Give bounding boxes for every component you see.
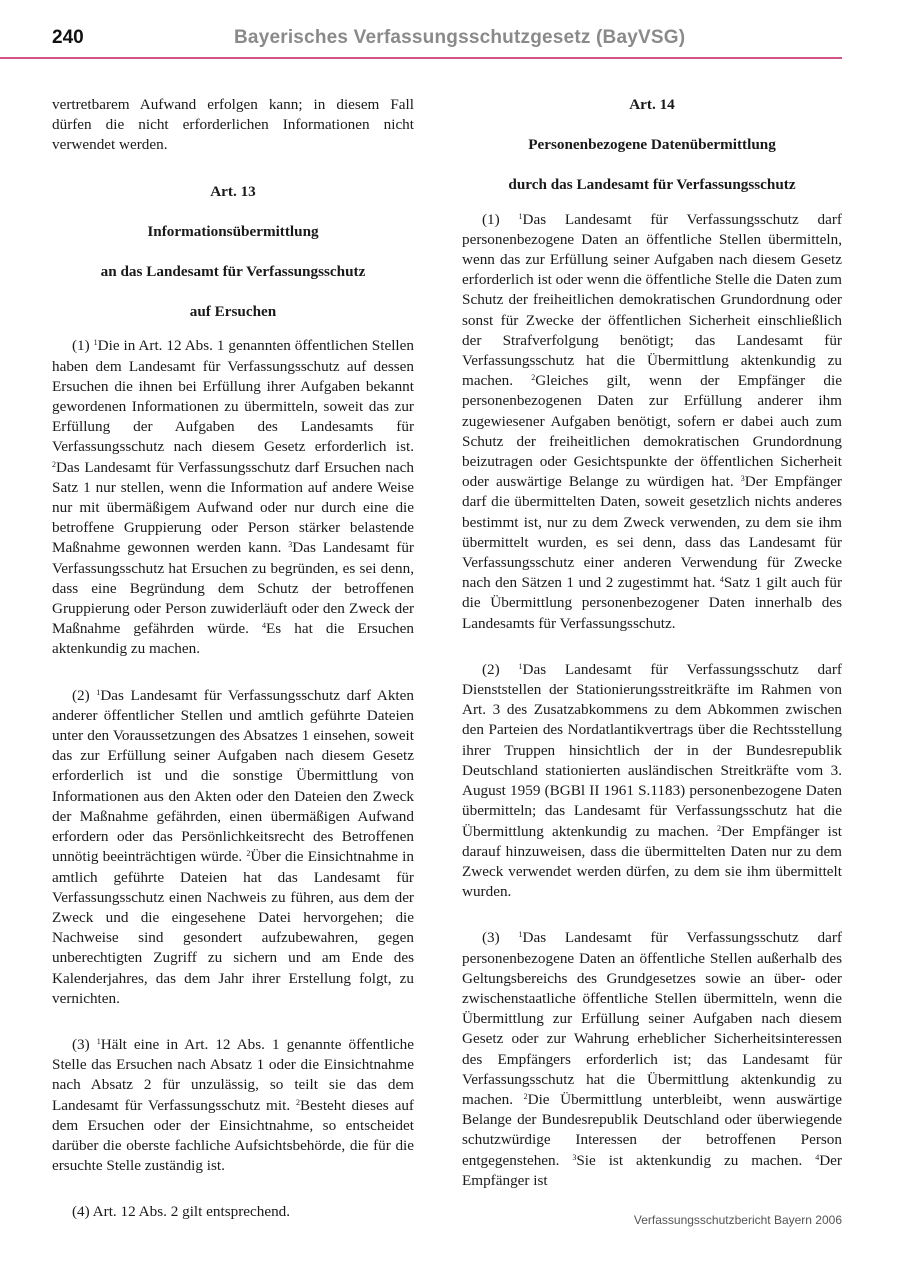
art13-number: Art. 13	[210, 182, 256, 200]
left-column	[52, 95, 414, 1223]
intro-paragraph: vertretbarem Aufwand erfolgen kann; in diesem Fall dürfen die nicht erforderlichen Informationen nicht verwendet werden.	[52, 96, 414, 154]
art14-paragraph-3: (3) $^1$Das Landesamt für Verfassungsschutz darf personenbezogene Daten an öffentliche Stellen außerhalb des Geltungsbereichs des Grundgesetzes sowie an über- oder zwischenstaatliche öffentliche Stellen übermitteln, wenn die Übermittlung zur Erfüllung seiner Aufgaben nach diesem Gesetz oder zur Wahrung erheblicher Sicherheitsinteressen des Empfängers erforderlich ist; das Landesamt für Verfassungsschutz hat die Übermittlung aktenkundig zu machen. $^2$Die Übermittlung unterbleibt, wenn auswärtige Belange der Bundesrepublik Deutschland oder überwiegende schutzwürdige Interessen der betroffenen Person entgegenstehen. $^3$Sie ist aktenkundig zu machen. $^4$Der Empfänger ist	[462, 929, 842, 1189]
art13-title-line3: auf Ersuchen	[189, 303, 277, 321]
right-column	[462, 95, 842, 1191]
art14-paragraph-2: (2) $^1$Das Landesamt für Verfassungsschutz darf Dienststellen der Stationierungsstreitkräfte im Rahmen von Art. 3 des Zusatzabkommens zu dem Abkommen zwischen den Parteien des Nordatlantikvertrags über die Rechtsstellung ihrer Truppen hinsichtlich der in der Bundesrepublik Deutschland stationierten ausländischen Streitkräfte vom 3. August 1959 (BGBl II 1961 S.1183) personenbezogene Daten übermitteln; das Landesamt für Verfassungsschutz hat die Übermittlung aktenkundig zu machen. $^2$Der Empfänger ist darauf hinzuweisen, dass die übermittelten Daten nur zu dem Zweck verwendet werden dürfen, zu dem sie ihm übermittelt wurden.	[462, 660, 842, 901]
art13-title-line2: an das Landesamt für Verfassungsschutz	[100, 263, 366, 281]
page-footer: Verfassungsschutzbericht Bayern 2006	[633, 1213, 842, 1227]
art14-title-line2: durch das Landesamt für Verfassungsschutz	[508, 176, 796, 194]
art14-heading	[462, 95, 842, 196]
art13-heading	[52, 182, 414, 323]
art13-paragraph-3: (3) $^1$Hält eine in Art. 12 Abs. 1 genannte öffentliche Stelle das Ersuchen nach Absatz 1 oder die Einsichtnahme nach Absatz 2 für unzulässig, so teilt sie das dem Landesamt für Verfassungsschutz mit. $^2$Besteht dieses auf dem Ersuchen oder der Einsichtnahme, so entscheidet darüber die oberste fachliche Aufsichtsbehörde, die für die ersuchte Stelle zuständig ist.	[52, 1035, 414, 1175]
art14-paragraph-1: (1) $^1$Das Landesamt für Verfassungsschutz darf personenbezogene Daten an öffentliche Stellen übermitteln, wenn das zur Erfüllung seiner Aufgaben nach diesem Gesetz erforderlich ist oder wenn die öffentliche Stelle die Daten zum Schutz der freiheitlichen demokratischen Grundordnung oder sonst für Zwecke der öffentlichen Sicherheit einschließlich der Strafverfolgung benötigt; das Landesamt für Verfassungsschutz hat die Übermittlung aktenkundig zu machen. $^2$Gleiches gilt, wenn der Empfänger die personenbezogenen Daten zur Erfüllung anderer ihm zugewiesener Aufgaben benötigt, sofern er dabei auch zum Schutz der freiheitlichen demokratischen Grundordnung beizutragen oder Gesichtspunkte der öffentlichen Sicherheit oder auswärtige Belange zu würdigen hat. $^3$Der Empfänger darf die übermittelten Daten, soweit gesetzlich nichts anderes bestimmt ist, nur zu dem Zweck verwenden, zu dem sie ihm übermittelt wurden, es sei denn, dass das Landesamt für Verfassungsschutz einer anderen Verwendung für Zwecke nach den Sätzen 1 und 2 zugestimmt hat. $^4$Satz 1 gilt auch für die Übermittlung personenbezogener Daten innerhalb des Landesamts für Verfassungsschutz.	[462, 210, 843, 632]
art13-title-line1: Informationsübermittlung	[147, 222, 319, 240]
art13-paragraph-2: (2) $^1$Das Landesamt für Verfassungsschutz darf Akten anderer öffentlicher Stellen und amtlich geführte Dateien unter den Voraussetzungen des Absatzes 1 einsehen, soweit das zur Erfüllung seiner Aufgaben nach diesem Gesetz erforderlich ist und die sonstige Übermittlung von Informationen aus den Akten oder den Dateien den Zweck der Maßnahme gefährden, einen übermäßigen Aufwand erfordern oder das Persönlichkeitsrecht des Betroffenen unnötig beeinträchtigen würde. $^2$Über die Einsichtnahme in amtlich geführte Dateien hat das Landesamt für Verfassungsschutz einen Nachweis zu führen, aus dem der Zweck und die eingesehene Datei hervorgehen; die Nachweise sind gesondert aufzubewahren, gegen unberechtigten Zugriff zu sichern und am Ende des Kalenderjahres, das dem Jahr ihrer Erstellung folgt, zu vernichten.	[52, 686, 414, 1007]
page-header	[0, 0, 842, 59]
art14-number: Art. 14	[629, 96, 675, 113]
art13-paragraph-1: (1) $^1$Die in Art. 12 Abs. 1 genannten öffentlichen Stellen haben dem Landesamt für Verfassungsschutz auf dessen Ersuchen die ihnen bei Erfüllung ihrer Aufgaben bekannt gewordenen Informationen zu übermitteln, soweit das zur Erfüllung der Aufgaben des Landesamts für Verfassungsschutz nach diesem Gesetz erforderlich ist. $^2$Das Landesamt für Verfassungsschutz darf Ersuchen nach Satz 1 nur stellen, wenn die Information auf andere Weise nur mit übermäßigem Aufwand oder nur durch eine die betroffene Gruppierung oder Person stärker belastende Maßnahme gewonnen werden kann. $^3$Das Landesamt für Verfassungsschutz hat Ersuchen zu begründen, es sei denn, dass eine Begründung dem Schutz der betroffenen Gruppierung oder Person zuwiderläuft oder den Zweck der Maßnahme gefährden würde. $^4$Es hat die Ersuchen aktenkundig zu machen.	[52, 337, 414, 658]
art13-paragraph-4: (4) Art. 12 Abs. 2 gilt entsprechend.	[72, 1203, 291, 1221]
art14-title-line1: Personenbezogene Datenübermittlung	[528, 136, 776, 154]
page-number: 240	[52, 27, 84, 48]
running-title: Bayerisches Verfassungsschutzgesetz (BayVSG)	[234, 27, 686, 48]
